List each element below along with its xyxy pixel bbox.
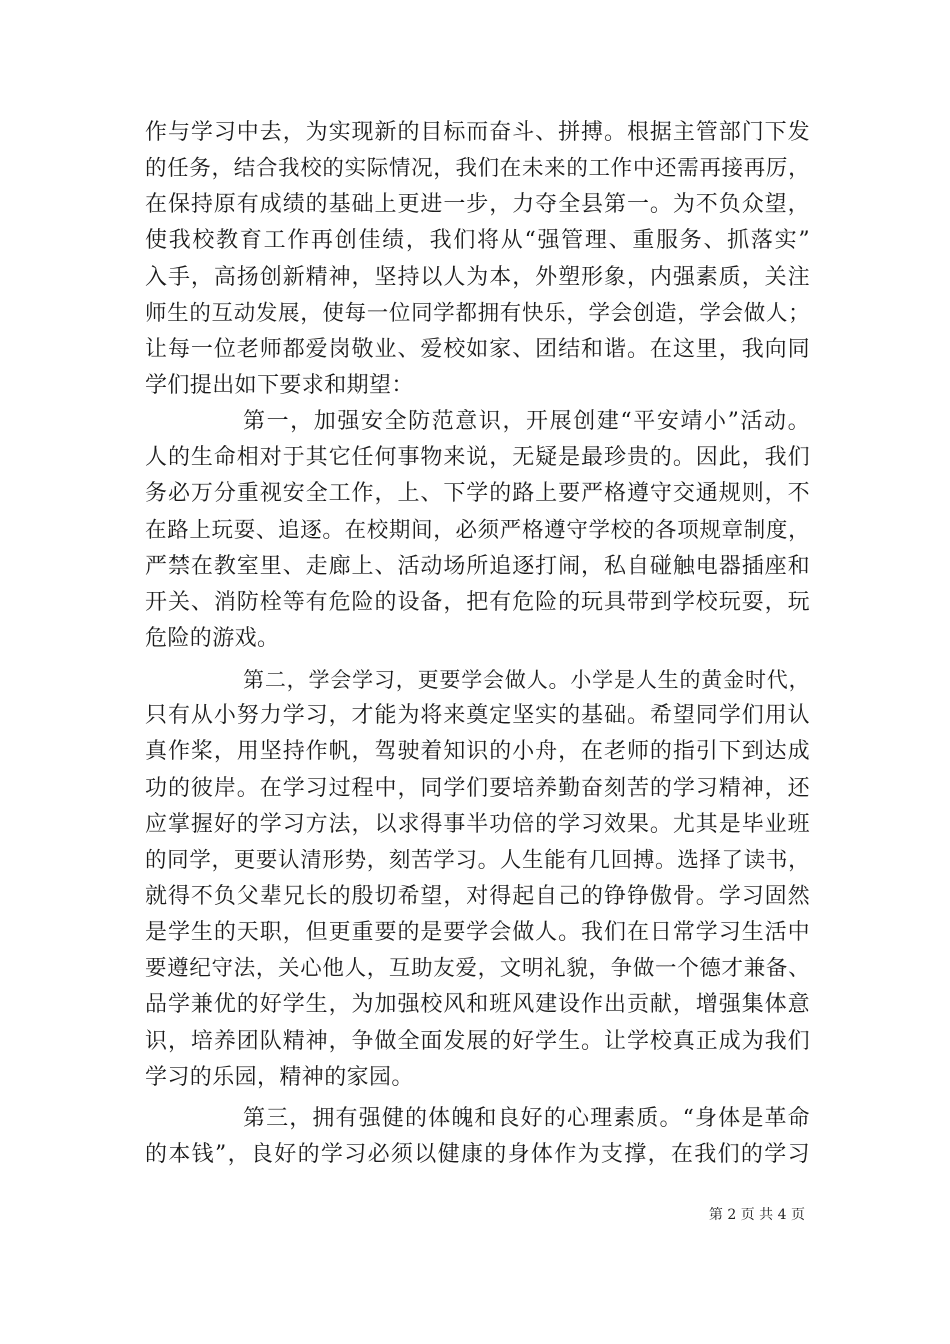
document-body [145,115,810,1173]
text-line: 开关、消防栓等有危险的设备，把有危险的玩具带到学校玩耍，玩 [145,589,810,615]
text-line: 严禁在教室里、走廊上、活动场所追逐打闹，私自碰触电器插座和 [145,553,810,579]
text-line: 品学兼优的好学生，为加强校风和班风建设作出贡献，增强集体意 [145,992,810,1018]
text-line: 学们提出如下要求和期望： [145,372,414,398]
text-line: 在保持原有成绩的基础上更进一步，力夺全县第一。为不负众望， [145,192,810,218]
text-line: 使我校教育工作再创佳绩，我们将从“强管理、重服务、抓落实” [145,228,810,254]
text-line: 的本钱”，良好的学习必须以健康的身体作为支撑，在我们的学习 [145,1141,810,1167]
text-line: 危险的游戏。 [145,625,280,651]
paragraph-heading-1: 第一，加强安全防范意识，开展创建“平安靖小”活动。 [243,409,810,435]
text-line: 人的生命相对于其它任何事物来说，无疑是最珍贵的。因此，我们 [145,445,810,471]
text-line: 在路上玩耍、追逐。在校期间，必须严格遵守学校的各项规章制度， [145,517,810,543]
page-number: 第 2 页 共 4 页 [708,1207,805,1223]
text-line: 务必万分重视安全工作，上、下学的路上要严格遵守交通规则，不 [145,481,810,507]
text-line: 真作桨，用坚持作帆，驾驶着知识的小舟，在老师的指引下到达成 [145,739,810,765]
text-line: 入手，高扬创新精神，坚持以人为本，外塑形象，内强素质，关注 [145,264,810,290]
text-line: 的同学，更要认清形势，刻苦学习。人生能有几回搏。选择了读书， [145,847,810,873]
text-line: 是学生的天职，但更重要的是要学会做人。我们在日常学习生活中 [145,920,810,946]
text-line: 只有从小努力学习，才能为将来奠定坚实的基础。希望同学们用认 [145,703,810,729]
text-line: 就得不负父辈兄长的殷切希望，对得起自己的铮铮傲骨。学习固然 [145,883,810,909]
text-line: 学习的乐园，精神的家园。 [145,1064,414,1090]
text-line: 功的彼岸。在学习过程中，同学们要培养勤奋刻苦的学习精神，还 [145,775,810,801]
text-line: 识，培养团队精神，争做全面发展的好学生。让学校真正成为我们 [145,1028,810,1054]
paragraph-heading-2: 第二，学会学习，更要学会做人。小学是人生的黄金时代， [243,668,810,693]
text-line: 的任务，结合我校的实际情况，我们在未来的工作中还需再接再厉， [145,156,810,182]
text-line: 作与学习中去，为实现新的目标而奋斗、拼搏。根据主管部门下发 [145,120,810,145]
text-line: 让每一位老师都爱岗敬业、爱校如家、团结和谐。在这里，我向同 [145,336,810,362]
text-line: 师生的互动发展，使每一位同学都拥有快乐，学会创造，学会做人； [145,300,810,326]
paragraph-heading-3: 第三，拥有强健的体魄和良好的心理素质。“身体是革命 [243,1105,810,1131]
text-line: 应掌握好的学习方法，以求得事半功倍的学习效果。尤其是毕业班 [145,811,810,837]
text-line: 要遵纪守法，关心他人，互助友爱，文明礼貌，争做一个德才兼备、 [145,956,810,982]
